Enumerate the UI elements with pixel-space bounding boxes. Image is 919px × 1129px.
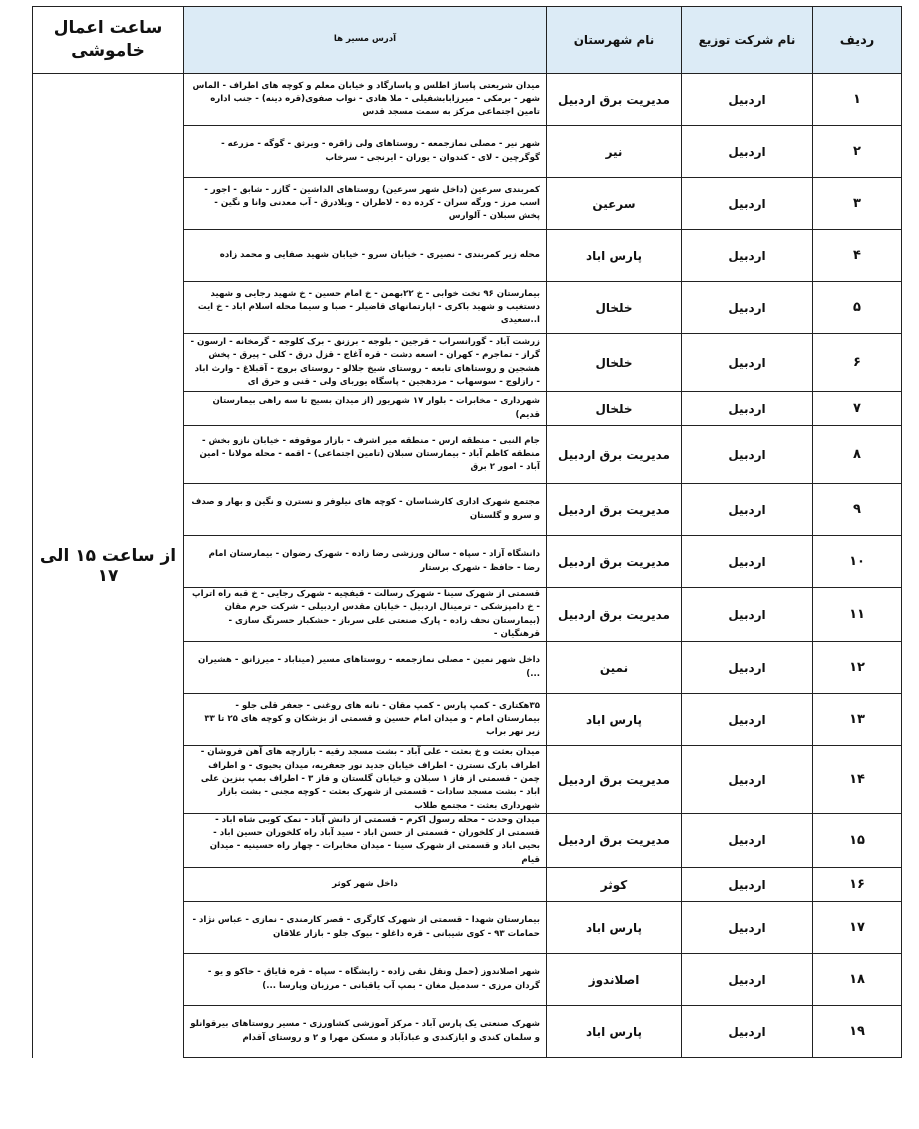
route-address: محله زیر کمربندی - نصیری - خیابان سرو - خیابان شهید صفایی و محمد زاده	[184, 230, 547, 282]
route-address: دانشگاه آزاد - سپاه - سالن ورزشی رضا زاده - شهرک رضوان - بیمارستان امام رضا - حافظ - شهرک برستار	[184, 536, 547, 588]
city-name: مدیریت برق اردبیل	[547, 426, 682, 484]
company-name: اردبیل	[682, 282, 813, 334]
company-name: اردبیل	[682, 746, 813, 814]
company-name: اردبیل	[682, 178, 813, 230]
row-number: ۱۸	[813, 954, 902, 1006]
header-time: ساعت اعمال خاموشی	[33, 7, 184, 74]
company-name: اردبیل	[682, 126, 813, 178]
row-number: ۶	[813, 334, 902, 392]
city-name: کوثر	[547, 868, 682, 902]
company-name: اردبیل	[682, 392, 813, 426]
row-number: ۱۲	[813, 642, 902, 694]
row-number: ۸	[813, 426, 902, 484]
city-name: نمین	[547, 642, 682, 694]
company-name: اردبیل	[682, 902, 813, 954]
city-name: مدیریت برق اردبیل	[547, 746, 682, 814]
table-row	[33, 74, 902, 126]
city-name: خلخال	[547, 392, 682, 426]
city-name: پارس اباد	[547, 694, 682, 746]
city-name: پارس اباد	[547, 1006, 682, 1058]
city-name: مدیریت برق اردبیل	[547, 813, 682, 867]
route-address: میدان بعثت و خ بعثت - علی آباد - بشت مسجد رقیه - بازارچه های آهن فروشان - اطراف بارک نسترن - اطراف خیابان جدید نور جعفریه، میدان یحیوی - و اطراف چمن - قسمتی از فاز ۱ سبلان و خیابان گلستان و فاز ۳ - اطراف بمپ بنزین علی اباد - بشت مسجد سادات - قسمتی از شهرک بعثت - کوچه مجنی - بشت بازار شهرداری بعثت - مجتمع طلاب	[184, 746, 547, 814]
route-address: قسمتی از شهرک سینا - شهرک رسالت - قیفچیه - شهرک رجایی - خ قبه راه اتراپ - خ دامپزشکی - ترمینال اردبیل - خیابان مقدس اردبیلی - شرکت حرم مقان (بیمارستان نحف زاده - پارک صنعتی علی سرباز - حشکبار حسرنگ سازی - قرهنگیان -	[184, 588, 547, 642]
city-name: اصلاندوز	[547, 954, 682, 1006]
city-name: مدیریت برق اردبیل	[547, 536, 682, 588]
company-name: اردبیل	[682, 426, 813, 484]
row-number: ۷	[813, 392, 902, 426]
route-address: میدان وحدت - محله رسول اکرم - قسمتی از دانش آباد - نمک کوبی شاه اباد - قسمتی از کلخوران - قسمتی از حسن اباد - سید آباد راه کلخوران حسین اباد - بحیی اباد و قسمتی از شهرک سینا - میدان مخابرات - چهار راه حسینیه - میدان قیام	[184, 813, 547, 867]
company-name: اردبیل	[682, 813, 813, 867]
route-address: میدان شریعتی پاساژ اطلس و پاسارگاد و خیابان معلم و کوچه های اطراف - الماس شهر - برمکی - میرزابابشفیلی - ملا هادی - نواب صفوی(قره دینه) - جنب اداره تامین اجتماعی مرکز به سمت مسجد قدس	[184, 74, 547, 126]
route-address: کمربندی سرعین (داخل شهر سرعین) روستاهای الداشین - گازر - شابق - اجور - اسب مرز - ورگه سران - کرده ده - لاطران - ویلادرق - آب معدنی وانا و نگین - پخش سبلان - آلوارس	[184, 178, 547, 230]
route-address: زرشت آباد - گورانسراب - قرجین - بلوجه - برزنق - برک کلوجه - گرمخانه - ارسون - گراز - تماجرم - کهران - اسعه دشت - قره آغاج - قزل درق - کلی - پیرق - پخش هشجین و روستاهای تابعه - روستای شیخ جلالو - روستای بروج - آقبلاغ - وارث اباد - رازلوج - سوسهاب - مزدهجین - پاسگاه یوربای ولی - قنی و حرق ای	[184, 334, 547, 392]
row-number: ۱۷	[813, 902, 902, 954]
row-number: ۴	[813, 230, 902, 282]
company-name: اردبیل	[682, 642, 813, 694]
header-city: نام شهرستان	[547, 7, 682, 74]
row-number: ۱۴	[813, 746, 902, 814]
header-company: نام شرکت توزیع	[682, 7, 813, 74]
header-address: آدرس مسیر ها	[184, 7, 547, 74]
row-number: ۲	[813, 126, 902, 178]
row-number: ۳	[813, 178, 902, 230]
row-number: ۱۹	[813, 1006, 902, 1058]
company-name: اردبیل	[682, 230, 813, 282]
route-address: مجتمع شهرک اداری کارشناسان - کوچه های نیلوفر و نسترن و نگین و بهار و صدف و سرو و گلستان	[184, 484, 547, 536]
row-number: ۱۳	[813, 694, 902, 746]
route-address: داخل شهر کوثر	[184, 868, 547, 902]
row-number: ۱۱	[813, 588, 902, 642]
city-name: پارس اباد	[547, 230, 682, 282]
city-name: نیر	[547, 126, 682, 178]
city-name: مدیریت برق اردبیل	[547, 484, 682, 536]
route-address: شهر اصلاندوز (حمل ونقل نقی زاده - زایشگاه - سپاه - قره قایاق - حاکو و یو - گردان مرزی - سدمیل مغان - بمپ آب یاقبانی - مرزبان وپارسا ...)	[184, 954, 547, 1006]
row-number: ۹	[813, 484, 902, 536]
company-name: اردبیل	[682, 954, 813, 1006]
row-number: ۱۰	[813, 536, 902, 588]
city-name: خلخال	[547, 282, 682, 334]
company-name: اردبیل	[682, 1006, 813, 1058]
row-number: ۵	[813, 282, 902, 334]
blackout-schedule-table	[32, 6, 902, 1058]
company-name: اردبیل	[682, 536, 813, 588]
company-name: اردبیل	[682, 868, 813, 902]
blackout-time: از ساعت ۱۵ الی ۱۷	[33, 74, 184, 1058]
route-address: شهرداری - مخابرات - بلوار ۱۷ شهریور (از میدان بسیج تا سه راهی بیمارستان قدیم)	[184, 392, 547, 426]
route-address: بیمارستان ۹۶ تخت خوابی - خ ۲۲بهمن - خ امام حسین - خ شهید رجایی و شهید دستغیب و شهید باکری - اپارتمانهای قاضیلر - صبا و سیما محله اسلام اباد - خ ایت ا..سعیدی	[184, 282, 547, 334]
company-name: اردبیل	[682, 334, 813, 392]
header-row	[33, 7, 902, 74]
route-address: داخل شهر نمین - مصلی نمازجمعه - روستاهای مسیر (میناباد - میرزانق - هشیران ...)	[184, 642, 547, 694]
header-row-number: ردیف	[813, 7, 902, 74]
company-name: اردبیل	[682, 694, 813, 746]
city-name: خلخال	[547, 334, 682, 392]
city-name: مدیریت برق اردبیل	[547, 74, 682, 126]
company-name: اردبیل	[682, 74, 813, 126]
city-name: سرعین	[547, 178, 682, 230]
route-address: ۳۵هکتاری - کمپ پارس - کمپ مقان - نانه های روغنی - جعفر قلی جلو - بیمارستان امام - و میدان امام حسین و قسمتی از بزشکان و کوچه های ۲۵ تا ۳۳ زیر نهر براب	[184, 694, 547, 746]
route-address: جام النبی - منطقه ارس - منطقه میر اشرف - بازار موقوفه - خیابان نازو بخش - منطقه کاظم آباد - بیمارستان سبلان (تامین اجتماعی) - اقمه - محله مولانا - امین آباد - امور ۲ برق	[184, 426, 547, 484]
row-number: ۱۶	[813, 868, 902, 902]
row-number: ۱۵	[813, 813, 902, 867]
route-address: شهر نیر - مصلی نمازجمعه - روستاهای ولی زاقره - ویرثق - گوگه - مزرعه - گوگرچین - لای - کندوان - یوران - ایرنجی - سرخاب	[184, 126, 547, 178]
route-address: بیمارستان شهدا - قسمتی از شهرک کارگری - قصر کارمندی - نمازی - عباس نژاد - حمامات ۹۳ - کوی شیبانی - قره داغلو - بیوک جلو - بازار علاقان	[184, 902, 547, 954]
company-name: اردبیل	[682, 484, 813, 536]
company-name: اردبیل	[682, 588, 813, 642]
row-number: ۱	[813, 74, 902, 126]
city-name: مدیریت برق اردبیل	[547, 588, 682, 642]
city-name: پارس اباد	[547, 902, 682, 954]
route-address: شهرک صنعتی یک پارس آباد - مرکز آموزشی کشاورزی - مسیر روستاهای بیرقوانلو و سلمان کندی و ایازکندی و عبادآباد و مسکن مهرا و ۲ و روستای آقدام	[184, 1006, 547, 1058]
